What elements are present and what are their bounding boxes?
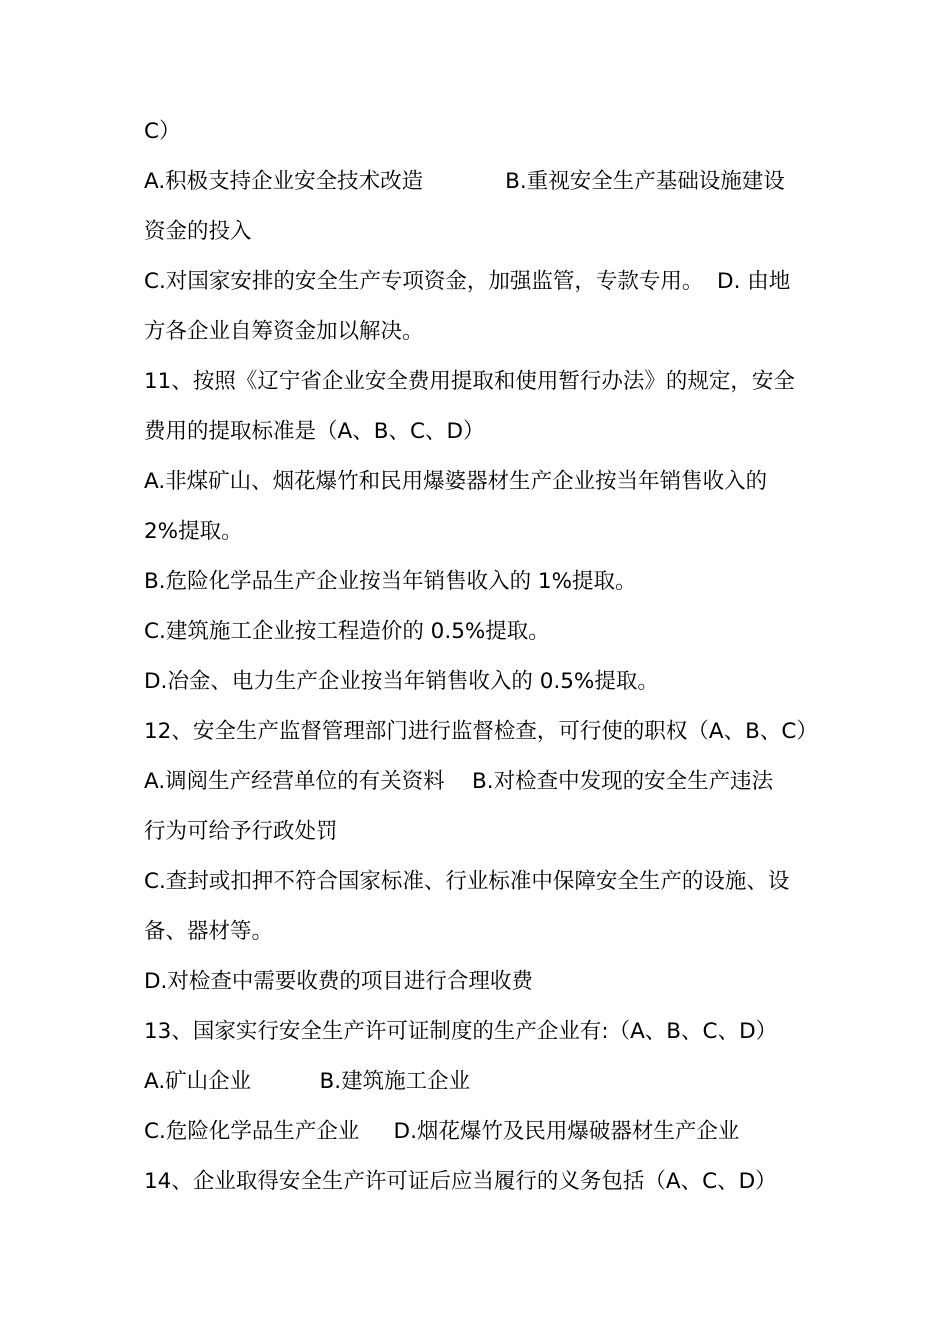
- text-line: 方各企业自筹资金加以解决。: [144, 319, 424, 344]
- text-line: C.建筑施工企业按工程造价的 0.5%提取。: [144, 619, 550, 644]
- question-13: 13、国家实行安全生产许可证制度的生产企业有:（A、B、C、D）: [144, 1019, 778, 1044]
- text-line: B.危险化学品生产企业按当年销售收入的 1%提取。: [144, 569, 637, 594]
- text-line: 费用的提取标准是（A、B、C、D）: [144, 419, 485, 444]
- question-12: 12、安全生产监督管理部门进行监督检查，可行使的职权（A、B、C）: [144, 719, 818, 744]
- text-line: D.对检查中需要收费的项目进行合理收费: [144, 969, 533, 994]
- text-line: 资金的投入: [144, 219, 252, 244]
- text-line: C.危险化学品生产企业 D.烟花爆竹及民用爆破器材生产企业: [144, 1119, 740, 1144]
- text-line: A.调阅生产经营单位的有关资料 B.对检查中发现的安全生产违法: [144, 769, 774, 794]
- text-line: C）: [144, 119, 181, 144]
- text-line: C.对国家安排的安全生产专项资金，加强监管，专款专用。 D. 由地: [144, 269, 791, 294]
- text-line: 2%提取。: [144, 519, 243, 544]
- text-line: D.冶金、电力生产企业按当年销售收入的 0.5%提取。: [144, 669, 659, 694]
- text-line: 备、器材等。: [144, 919, 274, 944]
- text-line: 行为可给予行政处罚: [144, 819, 338, 844]
- document-body: [144, 107, 824, 1207]
- text-line: A.积极支持企业安全技术改造 B.重视安全生产基础设施建设: [144, 169, 785, 194]
- text-line: A.矿山企业 B.建筑施工企业: [144, 1069, 471, 1094]
- question-11: 11、按照《辽宁省企业安全费用提取和使用暂行办法》的规定，安全: [144, 369, 795, 394]
- text-line: A.非煤矿山、烟花爆竹和民用爆婆器材生产企业按当年销售收入的: [144, 469, 768, 494]
- question-14: 14、企业取得安全生产许可证后应当履行的义务包括（A、C、D）: [144, 1169, 777, 1194]
- text-line: C.查封或扣押不符合国家标准、行业标准中保障安全生产的设施、设: [144, 869, 790, 894]
